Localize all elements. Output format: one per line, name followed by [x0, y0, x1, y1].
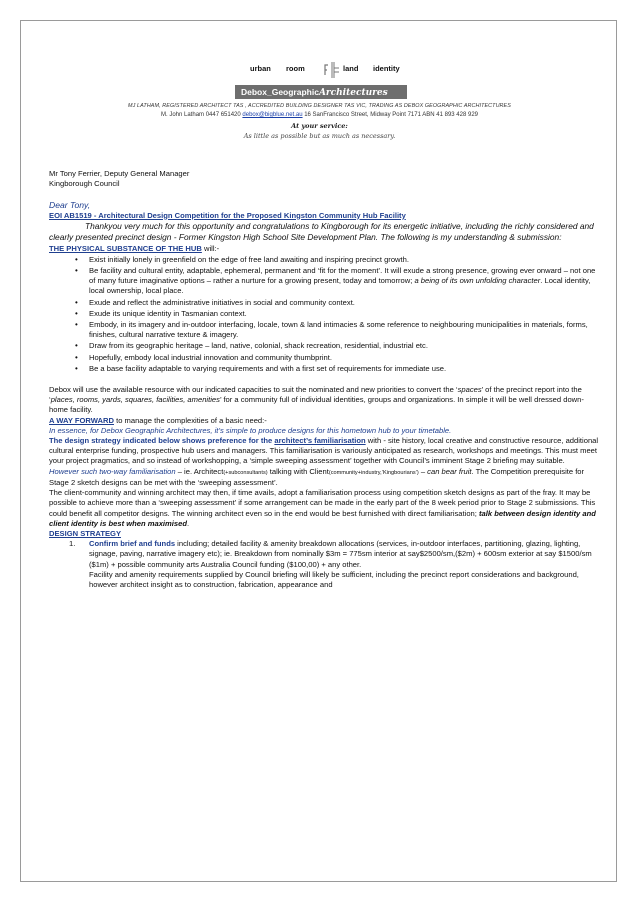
contact-address: 16 SanFrancisco Street, Midway Point 7171 ABN 41 893 428 929	[302, 112, 478, 118]
contact-name-phone: M. John Latham 0447 651420	[161, 112, 243, 118]
tagline-identity: identity	[373, 64, 400, 73]
list-item: • Exude its unique identity in Tasmanian context.	[89, 309, 602, 319]
two-way-b: – ie. Architect	[175, 466, 224, 476]
letterhead	[21, 61, 618, 140]
letterhead-brand-band	[235, 85, 407, 99]
list-item: • Embody, in its imagery and in-outdoor interfacing, locale, town & land intimacies & some reference to neighbouring municipalities in materials, forms, finishes, cultural narrative texture & imagery.	[89, 320, 602, 340]
list-item: • Exist initially lonely in greenfield on the edge of free land awaiting and inspiring precinct growth.	[89, 255, 602, 265]
two-way-c-small: (community+industry,‘Kingbourians’)	[328, 469, 419, 476]
letterhead-contact	[21, 112, 618, 118]
physical-heading-tail: will:-	[201, 243, 220, 253]
brand-script: Architectures	[318, 88, 388, 98]
strategy-item-title: Confirm brief and funds	[89, 539, 176, 549]
way-forward-title: A WAY FORWARD	[49, 415, 114, 425]
contact-email-link[interactable]: debox@bigblue.net.au	[242, 112, 303, 118]
two-way-c: talking with Client	[267, 466, 329, 476]
bullet-italic: a being of its own unfolding character	[412, 276, 541, 286]
two-way-e: . The Competition prerequisite for Stage 2 sketch designs can be met with the ‘sweeping assessment’.	[49, 466, 585, 487]
design-paragraph	[49, 436, 602, 467]
design-rest: with - site history, local creative and constructive resource, additional cultural enterprise funding, prospective hub users and managers. This familiarisation is variously anticipated as research, workshops and meetings. This must meet your project pragmatics, and so instead of workshopping, a ‘simple sweeping assessment’ together with Council’s imminent Stage 2 briefing may suitable.	[49, 436, 599, 466]
list-item	[89, 266, 602, 297]
list-item	[69, 539, 602, 590]
two-way-d: – can bear fruit	[418, 466, 472, 476]
strategy-list	[49, 539, 602, 590]
tagline-urban: urban	[250, 64, 271, 73]
design-lead: The design strategy indicated below shows preference for the	[49, 436, 275, 446]
document-page	[20, 20, 617, 882]
physical-bullet-list	[49, 255, 602, 374]
strategy-item-text-2: Facility and amenity requirements supplied by Council briefing will likely be sufficient, including the precinct report considerations and background, however architect insight as to construction, fabrication, appearance and	[89, 569, 579, 589]
letterhead-service: At your service:	[291, 122, 348, 130]
debox-places-list: places, rooms, yards, squares, facilities, amenities	[50, 395, 220, 405]
bullet-text: Be facility and cultural entity, adaptable, ephemeral, permanent and ‘fit for the moment’. It will exude a strong presence, growing ever onward – not one of many future imaginative options – rather a nurture for a growing present, today and tomorrow;	[89, 266, 596, 286]
physical-heading	[49, 244, 602, 254]
debox-text-b: ’ of the precinct report into the ‘	[49, 385, 582, 405]
debox-spaces: spaces	[457, 385, 482, 395]
letter-body	[49, 169, 602, 590]
addressee-name: Mr Tony Ferrier, Deputy General Manager	[49, 169, 190, 178]
design-familiarisation: architect’s familiarisation	[274, 436, 366, 446]
addressee-block	[49, 169, 602, 189]
essence-paragraph: In essence, for Debox Geographic Architectures, it’s simple to produce designs for this hometown hub to your timetable.	[49, 425, 452, 435]
tagline-room: room	[286, 64, 305, 73]
strategy-heading: DESIGN STRATEGY	[49, 528, 122, 538]
two-way-h: .	[187, 518, 190, 528]
letterhead-motto: As little as possible but as much as necessary.	[243, 132, 396, 140]
brand-name: Debox_Geographic	[241, 87, 319, 97]
list-item: • Be a base facility adaptable to varying requirements and with a first set of requirements for immediate use.	[89, 364, 602, 374]
physical-heading-text: THE PHYSICAL SUBSTANCE OF THE HUB	[49, 243, 202, 253]
client-community-paragraph	[49, 488, 602, 529]
way-forward-tail: to manage the complexities of a basic need:-	[113, 415, 267, 425]
list-item: • Exude and reflect the administrative initiatives in social and community context.	[89, 298, 602, 308]
strategy-item-text: including; detailed facility & amenity breakdown allocations (services, in-outdoor interfaces, partitioning, glazing, lighting, signage, paving, narrative imagery etc); ie. Breakdown from nominally $3m = 775sm interior at say$2500/sm,($2m) + 600sm exterior at say $1500/sm ($1m) + possible community arts Australia Council funding ($100,00) + any other.	[89, 539, 592, 569]
strategy-item-number: 1.	[69, 539, 76, 549]
tagline-land: land	[343, 64, 359, 73]
letterhead-credentials: MJ LATHAM, REGISTERED ARCHITECT TAS , ACCREDITED BUILDING DESIGNER TAS VIC, TRADING AS DEBOX GEOGRAPHIC ARCHITECTURES	[128, 103, 511, 109]
list-item: • Hopefully, embody local industrial innovation and community thumbprint.	[89, 353, 602, 363]
subject-line: EOI AB1519 - Architectural Design Competition for the Proposed Kingston Community Hub Facility	[49, 210, 406, 220]
list-item: • Draw from its geographic heritage – land, native, colonial, shack recreation, residential, industrial etc.	[89, 341, 602, 351]
bullet-tail: . Local identity, local ownership, local place.	[89, 276, 591, 296]
addressee-org: Kingborough Council	[49, 179, 120, 189]
debox-paragraph	[49, 385, 602, 416]
letterhead-tagline	[21, 61, 618, 77]
two-way-a: However such two-way familiarisation	[49, 466, 176, 476]
two-way-b-small: (+subconsultants)	[223, 469, 268, 476]
two-way-g: talk between design identity and client identity is best when maximised	[49, 508, 596, 528]
intro-paragraph: Thankyou very much for this opportunity and congratulations to Kingborough for its energetic initiative, including the richly considered and clearly presented precinct design - Former Kingston High School Site Development Plan. The following is my understanding & submission:	[49, 220, 594, 243]
way-forward-heading	[49, 416, 602, 426]
salutation: Dear Tony,	[49, 200, 91, 211]
two-way-f: The client-community and winning architect may then, if time avails, adopt a familiarisation process using competition sketch designs as part of the fray. It may be possible to achieve more than a ‘sweeping assessment’ if some arrangement can be made in the early part of the 8 week period prior to Stage 2 submissions. This could benefit all competitor designs. The winning architect even so in the end would be best furnished with direct familiarisation;	[49, 488, 596, 518]
logo-mark-icon	[321, 61, 341, 79]
two-way-paragraph	[49, 467, 602, 488]
debox-text-c: ’ for a community full of individual identities, groups and organizations. In simple it will be well dressed down-home facility.	[49, 395, 584, 415]
debox-text-a: Debox will use the available resource with our indicated capacities to suit the nominated and new priorities to convert the ‘	[49, 385, 458, 395]
